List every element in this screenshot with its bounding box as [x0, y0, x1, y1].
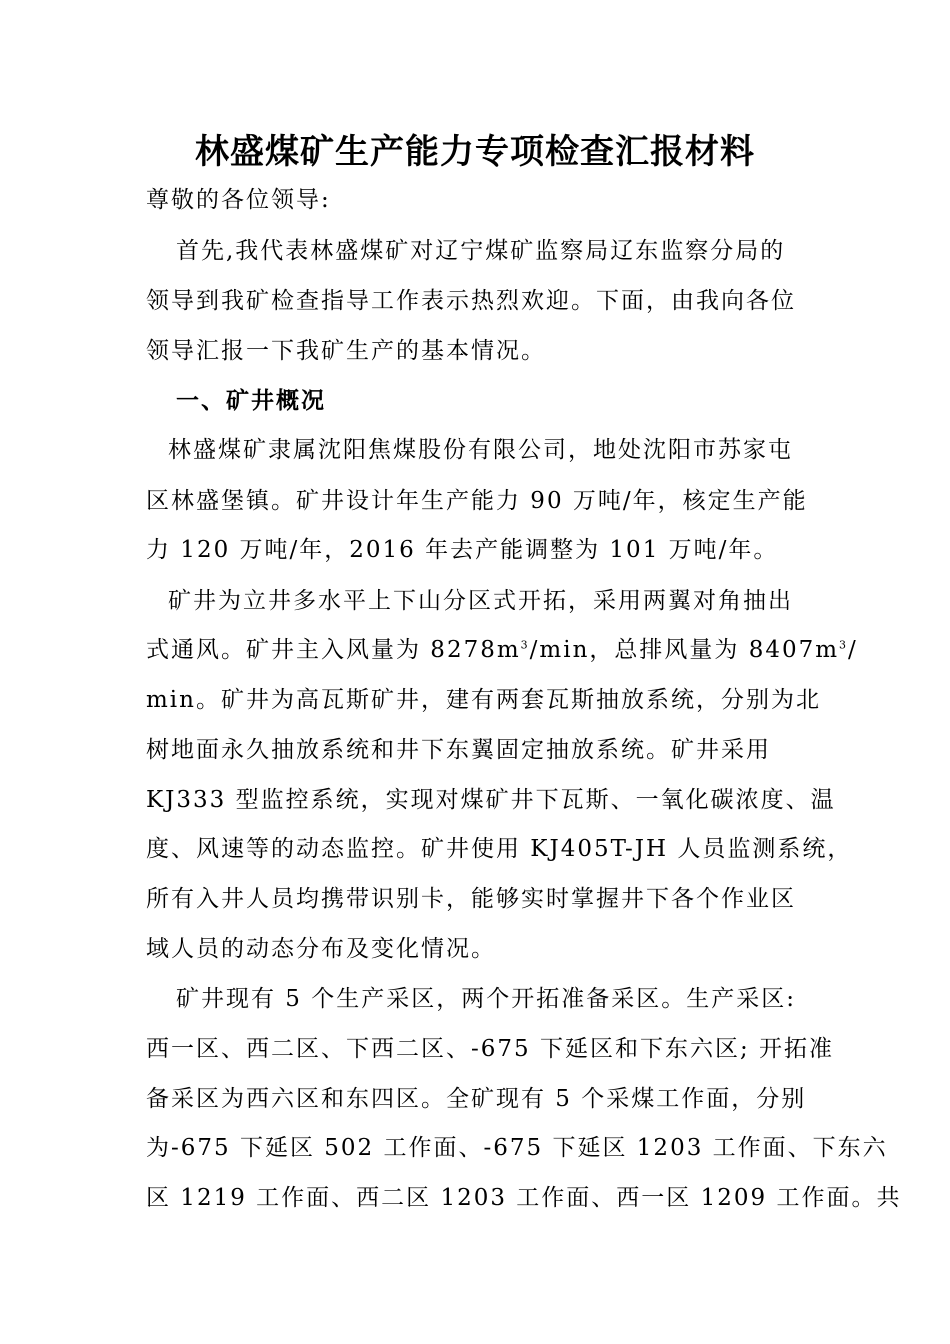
paragraph-line: 林盛煤矿隶属沈阳焦煤股份有限公司，地处沈阳市苏家屯	[168, 437, 793, 463]
paragraph-line: 矿井为立井多水平上下山分区式开拓，采用两翼对角抽出	[168, 588, 793, 614]
paragraph-line: 领导汇报一下我矿生产的基本情况。	[146, 338, 546, 364]
paragraph-line: KJ333 型监控系统，实现对煤矿井下瓦斯、一氧化碳浓度、温	[146, 787, 836, 813]
paragraph-line: 区林盛堡镇。矿井设计年生产能力 90 万吨/年，核定生产能	[146, 488, 808, 514]
paragraph-line: 首先,我代表林盛煤矿对辽宁煤矿监察局辽东监察分局的	[176, 238, 786, 264]
salutation: 尊敬的各位领导:	[146, 187, 331, 213]
paragraph-line: 为-675 下延区 502 工作面、-675 下延区 1203 工作面、下东六	[146, 1135, 888, 1161]
text-run: /	[848, 637, 858, 663]
superscript: 3	[839, 638, 849, 652]
paragraph-line: 备采区为西六区和东四区。全矿现有 5 个采煤工作面，分别	[146, 1086, 807, 1112]
text-run: /min，总排风量为 8407m	[529, 637, 840, 663]
paragraph-line: 领导到我矿检查指导工作表示热烈欢迎。下面，由我向各位	[146, 288, 796, 314]
paragraph-line: 域人员的动态分布及变化情况。	[146, 936, 496, 962]
paragraph-line: 区 1219 工作面、西二区 1203 工作面、西一区 1209 工作面。共	[146, 1185, 902, 1211]
paragraph-line: 度、风速等的动态监控。矿井使用 KJ405T-JH 人员监测系统，	[146, 836, 853, 862]
paragraph-line: min。矿井为高瓦斯矿井，建有两套瓦斯抽放系统，分别为北	[146, 687, 821, 713]
paragraph-line: 西一区、西二区、下西二区、-675 下延区和下东六区; 开拓准	[146, 1036, 835, 1062]
superscript: 3	[520, 638, 530, 652]
paragraph-line: 力 120 万吨/年，2016 年去产能调整为 101 万吨/年。	[146, 537, 779, 563]
text-run: 式通风。矿井主入风量为 8278m	[146, 637, 521, 663]
section-heading: 一、矿井概况	[176, 387, 326, 414]
paragraph-line: 树地面永久抽放系统和井下东翼固定抽放系统。矿井采用	[146, 737, 771, 763]
paragraph-line: 所有入井人员均携带识别卡，能够实时掌握井下各个作业区	[146, 886, 796, 912]
paragraph-line	[146, 630, 858, 670]
paragraph-line: 矿井现有 5 个生产采区，两个开拓准备采区。生产采区:	[176, 986, 797, 1012]
document-title: 林盛煤矿生产能力专项检查汇报材料	[195, 132, 755, 172]
